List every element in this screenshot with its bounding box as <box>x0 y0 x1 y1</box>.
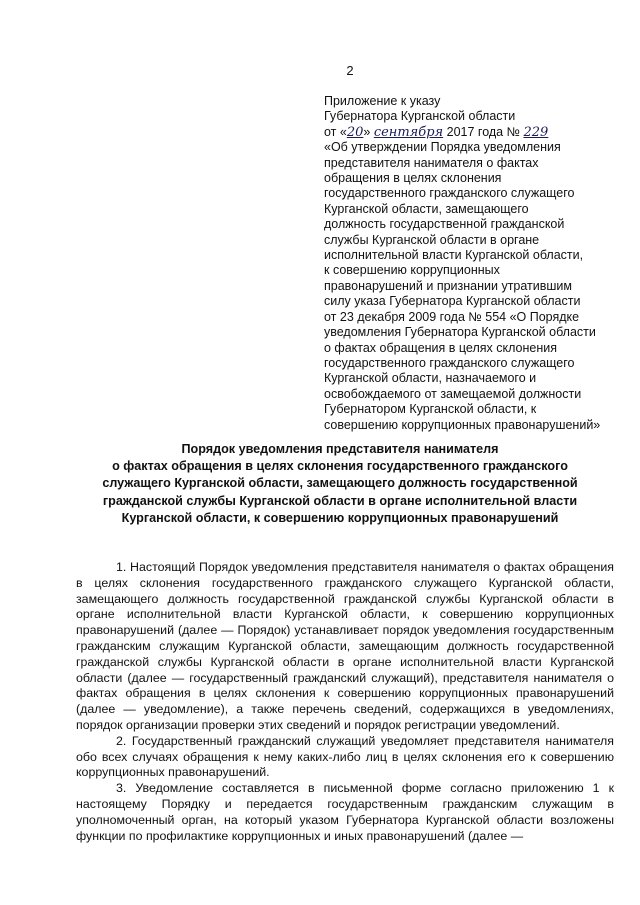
title-line: гражданской службы Курганской области в органе исполнительной власти <box>102 493 578 508</box>
handwritten-day: 20 <box>346 124 364 140</box>
handwritten-month: сентября <box>373 124 444 140</box>
paragraph-2: 2. Государственный гражданский служащий уведомляет представителя нанимателя обо всех случаях обращения к нему каких-либо лиц в целях склонения его к совершению коррупционных правонарушений. <box>76 733 614 780</box>
paragraph-3: 3. Уведомление составляется в письменной форме согласно приложению 1 к настоящему Порядку и передается государственным гражданским служащим в уполномоченный орган, на который указом Губернатора Курганской области возложены функции по профилактике коррупционных и иных правонарушений (далее — <box>76 781 614 843</box>
paragraph-1: 1. Настоящий Порядок уведомления представителя нанимателя о фактах обращения в целях склонения государственного гражданского служащего Курганской области, замещающего должность государственной гражданской службы Курганской области в органе исполнительной власти Курганской области, к совершению коррупционных правонарушений (далее — Порядок) устанавливает порядок уведомления государственным гражданским служащим Курганской области, замещающим должность государственной гражданской службы Курганской области в органе исполнительной власти Курганской области (далее — государственный гражданский служащий), представителя нанимателя о фактах обращения в целях склонения к совершению коррупционных правонарушений (далее — уведомление), а также перечень сведений, содержащихся в уведомлениях, порядок организации проверки этих сведений и порядок регистрации уведомлений. <box>76 560 614 732</box>
decree-line: от 23 декабря 2009 года № 554 «О Порядке <box>324 309 580 324</box>
document-body <box>76 560 614 844</box>
decree-line: государственного гражданского служащего <box>324 355 575 370</box>
title-line: Порядок уведомления представителя нанимателя <box>181 442 499 456</box>
decree-line: силу указа Губернатора Курганской области <box>324 294 581 309</box>
handwritten-number: 229 <box>523 124 549 140</box>
decree-line: обращения в целях склонения <box>324 171 502 186</box>
decree-line: государственного гражданского служащего <box>324 186 575 201</box>
decree-line: правонарушений и признании утратившим <box>324 278 573 293</box>
decree-line: совершению коррупционных правонарушений» <box>324 417 601 432</box>
date-year: 2017 года № <box>443 124 524 139</box>
decree-line: уведомления Губернатора Курганской области <box>324 325 596 340</box>
appendix-line-2: Губернатора Курганской области <box>324 109 516 124</box>
appendix-block <box>324 94 624 433</box>
date-prefix: от « <box>324 124 347 139</box>
decree-line: «Об утверждении Порядка уведомления <box>324 140 561 155</box>
page-number: 2 <box>346 63 354 78</box>
decree-line: службы Курганской области в органе <box>324 232 540 247</box>
title-line: Курганской области, к совершению коррупционных правонарушений <box>121 510 559 525</box>
document-title <box>60 441 620 527</box>
title-line: служащего Курганской области, замещающего должность государственной <box>102 476 578 491</box>
decree-line: о фактах обращения в целях склонения <box>324 340 557 355</box>
decree-line: Курганской области, назначаемого и <box>324 371 537 386</box>
title-line: о фактах обращения в целях склонения государственного гражданского <box>112 459 568 474</box>
decree-line: освобождаемого от замещаемой должности <box>324 386 582 401</box>
decree-line: Курганской области, замещающего <box>324 201 529 216</box>
decree-line: Губернатором Курганской области, к <box>324 402 537 417</box>
decree-line: представителя нанимателя о фактах <box>324 155 539 170</box>
decree-line: должность государственной гражданской <box>324 217 565 232</box>
appendix-line-1: Приложение к указу <box>324 94 441 108</box>
decree-line: исполнительной власти Курганской области, <box>324 248 584 263</box>
date-quote: » <box>363 124 371 139</box>
decree-line: к совершению коррупционных <box>324 263 500 278</box>
appendix-date-line <box>324 125 624 140</box>
